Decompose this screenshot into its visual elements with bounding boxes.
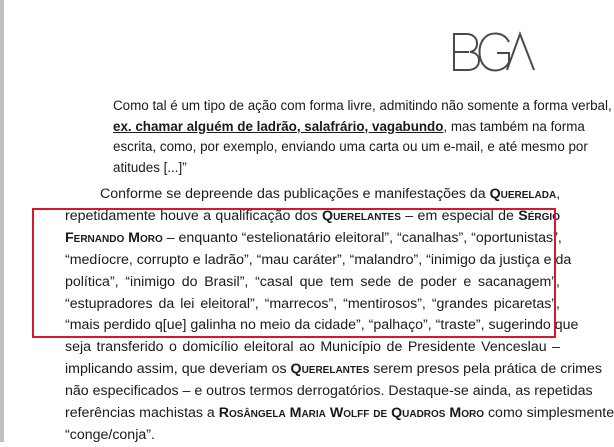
quote-line: Como tal é um tipo de ação com forma livre, admitindo não somente a forma verbal, — [113, 98, 612, 113]
person-name: Sérgio — [518, 207, 560, 224]
paragraph-line: implicando assim, que deveriam os Querelantes serem presos pela prática de crimes — [65, 361, 602, 378]
page-edge — [0, 0, 4, 442]
paragraph-line: política”, “inimigo do Brasil”, “casal que tem sede de poder e sacanagem”, — [65, 273, 560, 290]
quote-line: escrita, como, por exemplo, enviando uma carta ou um e-mail, e até mesmo por — [113, 139, 588, 154]
quote-emphasis: ex. chamar alguém de ladrão, salafrário, vagabundo — [113, 118, 444, 134]
quote-line: atitudes [...]” — [113, 159, 187, 175]
paragraph-line: “estupradores da lei eleitoral”, “marrecos”, “mentirosos”, “grandes picaretas”, — [65, 295, 560, 312]
block-quote — [113, 96, 612, 178]
person-name: Rosângela Maria Wolff de Quadros Moro — [218, 405, 485, 422]
paragraph-line: “conge/conja”. — [65, 426, 155, 443]
paragraph-line: não especificados – e outros termos derrogatórios. Destaque-se ainda, as repetidas — [65, 383, 593, 400]
paragraph-line: repetidamente houve a qualificação dos Querelantes – em especial de Sérgio — [65, 207, 560, 224]
party-name: Querelada — [489, 186, 557, 202]
paragraph-line: “mais perdido q[ue] galinha no meio da cidade”, “palhaço”, “traste”, sugerindo que — [65, 317, 579, 334]
quote-line: ex. chamar alguém de ladrão, salafrário, vagabundo, mas também na forma — [113, 118, 585, 134]
paragraph-line: referências machistas a Rosângela Maria Wolff de Quadros Moro como simplesmente — [65, 405, 614, 422]
paragraph-line: Conforme se depreende das publicações e manifestações da Querelada, — [100, 186, 561, 202]
paragraph-line: Fernando Moro – enquanto “estelionatário eleitoral”, “canalhas”, “oportunistas”, — [65, 229, 562, 246]
party-name: Querelantes — [322, 207, 401, 224]
paragraph-line: seja transferido o domicílio eleitoral ao Município de Presidente Venceslau – — [65, 339, 560, 356]
highlight-box — [32, 208, 556, 338]
bga-logo — [448, 24, 538, 80]
person-name: Fernando Moro — [65, 229, 163, 246]
party-name: Querelantes — [290, 361, 370, 378]
paragraph-line: “medíocre, corrupto e ladrão”, “mau caráter”, “malandro”, “inimigo da justiça e da — [65, 251, 572, 268]
